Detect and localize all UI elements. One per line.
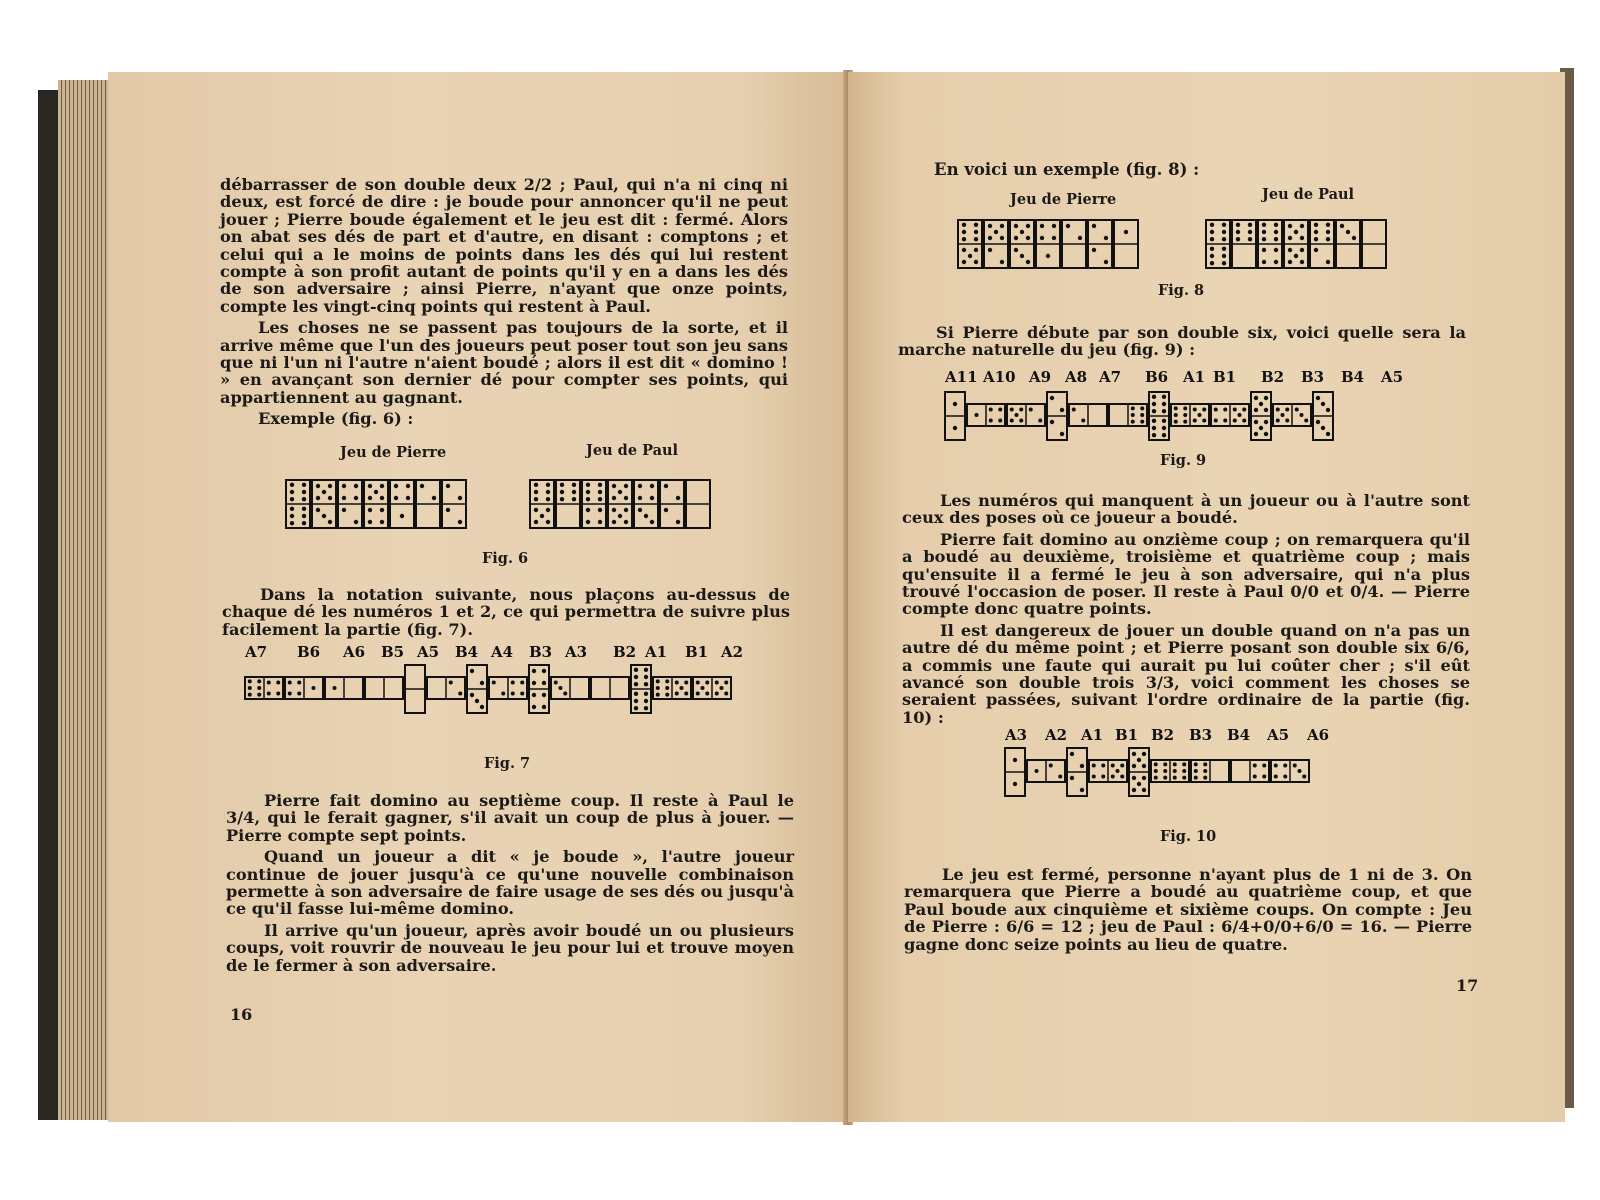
fig8-pierre-domino (1114, 220, 1138, 268)
fig10-domino-chain (1005, 728, 1385, 818)
fig6-pierre-domino (338, 480, 362, 528)
chain-label: A4 (491, 643, 514, 661)
chain-label: A5 (417, 643, 440, 661)
chain-label: B4 (1227, 726, 1251, 744)
fig6-pierre-domino (312, 480, 336, 528)
fig8-pierre-domino (1062, 220, 1086, 268)
chain-label: A7 (245, 643, 268, 661)
fig8-paul-domino (1284, 220, 1308, 268)
chain-domino (285, 677, 323, 699)
fig8-paul-domino (1336, 220, 1360, 268)
chain-label: A2 (1045, 726, 1068, 744)
chain-label: B5 (381, 643, 405, 661)
chain-double (631, 665, 651, 713)
chain-label: A2 (721, 643, 744, 661)
chain-domino (1007, 404, 1045, 426)
fig6-paul-domino (660, 480, 684, 528)
chain-domino (653, 677, 691, 699)
chain-label: A1 (1183, 368, 1206, 386)
chain-domino (1231, 760, 1269, 782)
chain-domino (365, 677, 403, 699)
chain-label: A7 (1099, 368, 1122, 386)
chain-domino (1027, 760, 1065, 782)
chain-label: A6 (1307, 726, 1330, 744)
chain-label: A3 (1005, 726, 1028, 744)
chain-double (1047, 392, 1067, 440)
chain-domino (967, 404, 1005, 426)
chain-label: A5 (1267, 726, 1290, 744)
fig6-pierre-domino (416, 480, 440, 528)
chain-label: B1 (685, 643, 709, 661)
chain-domino (1089, 760, 1127, 782)
fig6-dominoes (286, 478, 746, 538)
fig6-paul-domino (582, 480, 606, 528)
fig6-paul-domino (686, 480, 710, 528)
chain-label: B3 (1301, 368, 1325, 386)
fig8-label-paul: Jeu de Paul (1262, 186, 1355, 203)
chain-domino (325, 677, 363, 699)
fig8-paul-domino (1232, 220, 1256, 268)
chain-label: A1 (1081, 726, 1104, 744)
paragraph-1: débarrasser de son double deux 2/2 ; Paul, qui n'a ni cinq ni deux, est forcé de dire : je boude pour annoncer qu'il ne peut jouer ; Pierre boude également et le jeu est dit : fermé. Alors on abat ses dés de part et d'autre, en disant : comptons ; et celui qui a le moins de points dans les dés qui lui restent compte à son profit autant de points qu'il y en a dans les dés de son adversaire ; ainsi Pierre, n'ayant que onze points, compte les vingt-cinq points qui restent à Paul. (220, 175, 788, 316)
fig8-paul-domino (1258, 220, 1282, 268)
left-text-block-2 (226, 792, 794, 974)
chain-label: B2 (1261, 368, 1285, 386)
fig6-paul-domino (556, 480, 580, 528)
fig8-pierre-domino (1088, 220, 1112, 268)
right-paragraph-2: Pierre fait domino au onzième coup ; on remarquera qu'il a boudé au deuxième, troisième et quatrième coup ; mais qu'ensuite il a fermé le jeu à son adversaire, qui n'a plus trouvé l'occasion de poser. Il reste à Paul 0/0 et 0/4. — Pierre compte donc quatre points. (902, 529, 1470, 619)
chain-label: B3 (1189, 726, 1213, 744)
chain-domino (551, 677, 589, 699)
fig6-paul-domino (530, 480, 554, 528)
chain-label: A6 (343, 643, 366, 661)
chain-domino (1211, 404, 1249, 426)
chain-double (1129, 748, 1149, 796)
chain-label: B6 (297, 643, 321, 661)
chain-label: A3 (565, 643, 588, 661)
chain-double (1149, 392, 1169, 440)
fig7-caption: Fig. 7 (484, 755, 531, 772)
left-text-block-1 (220, 176, 788, 428)
chain-domino (1069, 404, 1107, 426)
fig9-caption: Fig. 9 (1160, 452, 1207, 469)
chain-domino (1109, 404, 1147, 426)
fig8-paul-domino (1310, 220, 1334, 268)
fig6-pierre-domino (286, 480, 310, 528)
fig8-paul-domino (1362, 220, 1386, 268)
left-page-number: 16 (230, 1005, 253, 1024)
fig8-pierre-domino (1010, 220, 1034, 268)
chain-double (1251, 392, 1271, 440)
fig6-pierre-domino (390, 480, 414, 528)
chain-label: B1 (1115, 726, 1139, 744)
fig8-label-pierre: Jeu de Pierre (1010, 191, 1117, 208)
fig8-caption: Fig. 8 (1158, 282, 1205, 299)
paragraph-notation: Dans la notation suivante, nous plaçons au-dessus de chaque dé les numéros 1 et 2, ce qui permettra de suivre plus facilement la partie (fig. 7). (222, 585, 790, 639)
fig7-domino-chain (245, 645, 785, 745)
fig6-caption: Fig. 6 (482, 550, 529, 567)
chain-label: B2 (613, 643, 637, 661)
chain-domino (489, 677, 527, 699)
chain-domino (591, 677, 629, 699)
chain-label: B4 (1341, 368, 1365, 386)
chain-label: B4 (455, 643, 479, 661)
paragraph-fig9: Si Pierre débute par son double six, voici quelle sera la marche naturelle du jeu (fig. 9) : (898, 323, 1466, 360)
chain-domino (693, 677, 731, 699)
right-text-block (902, 492, 1470, 726)
chain-label: A8 (1065, 368, 1088, 386)
chain-double (529, 665, 549, 713)
chain-double (467, 665, 487, 713)
chain-label: A5 (1381, 368, 1404, 386)
chain-domino (427, 677, 465, 699)
fig6-pierre-domino (364, 480, 388, 528)
chain-domino (1151, 760, 1189, 782)
chain-double (1005, 748, 1025, 796)
chain-label: A1 (645, 643, 668, 661)
chain-domino (245, 677, 283, 699)
fig6-label-pierre: Jeu de Pierre (340, 444, 447, 461)
fig6-label-paul: Jeu de Paul (586, 442, 679, 459)
chain-label: A9 (1029, 368, 1052, 386)
chain-label: B3 (529, 643, 553, 661)
fig9-domino-chain (945, 370, 1445, 460)
chain-double (1067, 748, 1087, 796)
chain-label: B6 (1145, 368, 1169, 386)
fig8-dominoes (958, 218, 1418, 278)
fig8-pierre-domino (984, 220, 1008, 268)
fig8-pierre-domino (1036, 220, 1060, 268)
fig6-pierre-domino (442, 480, 466, 528)
fig8-pierre-domino (958, 220, 982, 268)
right-page-number: 17 (1456, 976, 1479, 995)
chain-label: B1 (1213, 368, 1237, 386)
chain-label: A10 (983, 368, 1016, 386)
chain-domino (1273, 404, 1311, 426)
paragraph-3: Exemple (fig. 6) : (258, 409, 414, 429)
chain-domino (1271, 760, 1309, 782)
right-paragraph-1: Les numéros qui manquent à un joueur ou à l'autre sont ceux des poses où ce joueur a boudé. (902, 491, 1470, 528)
fig8-paul-domino (1206, 220, 1230, 268)
chain-domino (1191, 760, 1229, 782)
chain-label: B2 (1151, 726, 1175, 744)
right-paragraph-3: Il est dangereux de jouer un double quand on n'a pas un autre dé du même point ; et Pierre posant son double six 6/6, a commis une faute qui aurait pu lui coûter cher ; s'il eût avancé son double trois 3/3, voici comment les choses se seraient passées, suivant l'ordre ordinaire de la partie (fig. 10) : (902, 620, 1470, 727)
chain-double (1313, 392, 1333, 440)
paragraph-after-2: Quand un joueur a dit « je boude », l'autre joueur continue de jouer jusqu'à ce qu'une nouvelle combinaison permette à son adversaire de faire usage de ses dés ou jusqu'à ce qu'il fasse lui-même domino. (226, 847, 794, 919)
fig6-paul-domino (608, 480, 632, 528)
chain-domino (1171, 404, 1209, 426)
fig10-caption: Fig. 10 (1160, 828, 1217, 845)
chain-label: A11 (945, 368, 978, 386)
fig6-paul-domino (634, 480, 658, 528)
paragraph-final: Le jeu est fermé, personne n'ayant plus de 1 ni de 3. On remarquera que Pierre a boudé au quatrième coup, et que Paul boude aux cinquième et sixième coups. On compte : Jeu de Pierre : 6/6 = 12 ; jeu de Paul : 6/4+0/0+6/0 = 16. — Pierre gagne donc seize points au lieu de quatre. (904, 865, 1472, 954)
right-heading: En voici un exemple (fig. 8) : (934, 160, 1200, 179)
paragraph-after-3: Il arrive qu'un joueur, après avoir boudé un ou plusieurs coups, voit rouvrir de nouveau le jeu pour lui et trouve moyen de le fermer à son adversaire. (226, 920, 794, 975)
chain-double (405, 665, 425, 713)
paragraph-after-1: Pierre fait domino au septième coup. Il reste à Paul le 3/4, qui le ferait gagner, s'il avait un coup de plus à jouer. — Pierre compte sept points. (226, 791, 794, 845)
paragraph-2: Les choses ne se passent pas toujours de la sorte, et il arrive même que l'un des joueurs peut poser tout son jeu sans que ni l'un ni l'autre n'aient boudé ; alors il est dit « domino ! » en avançant son dernier dé pour compter ses points, qui appartiennent au gagnant. (220, 318, 788, 407)
chain-double (945, 392, 965, 440)
